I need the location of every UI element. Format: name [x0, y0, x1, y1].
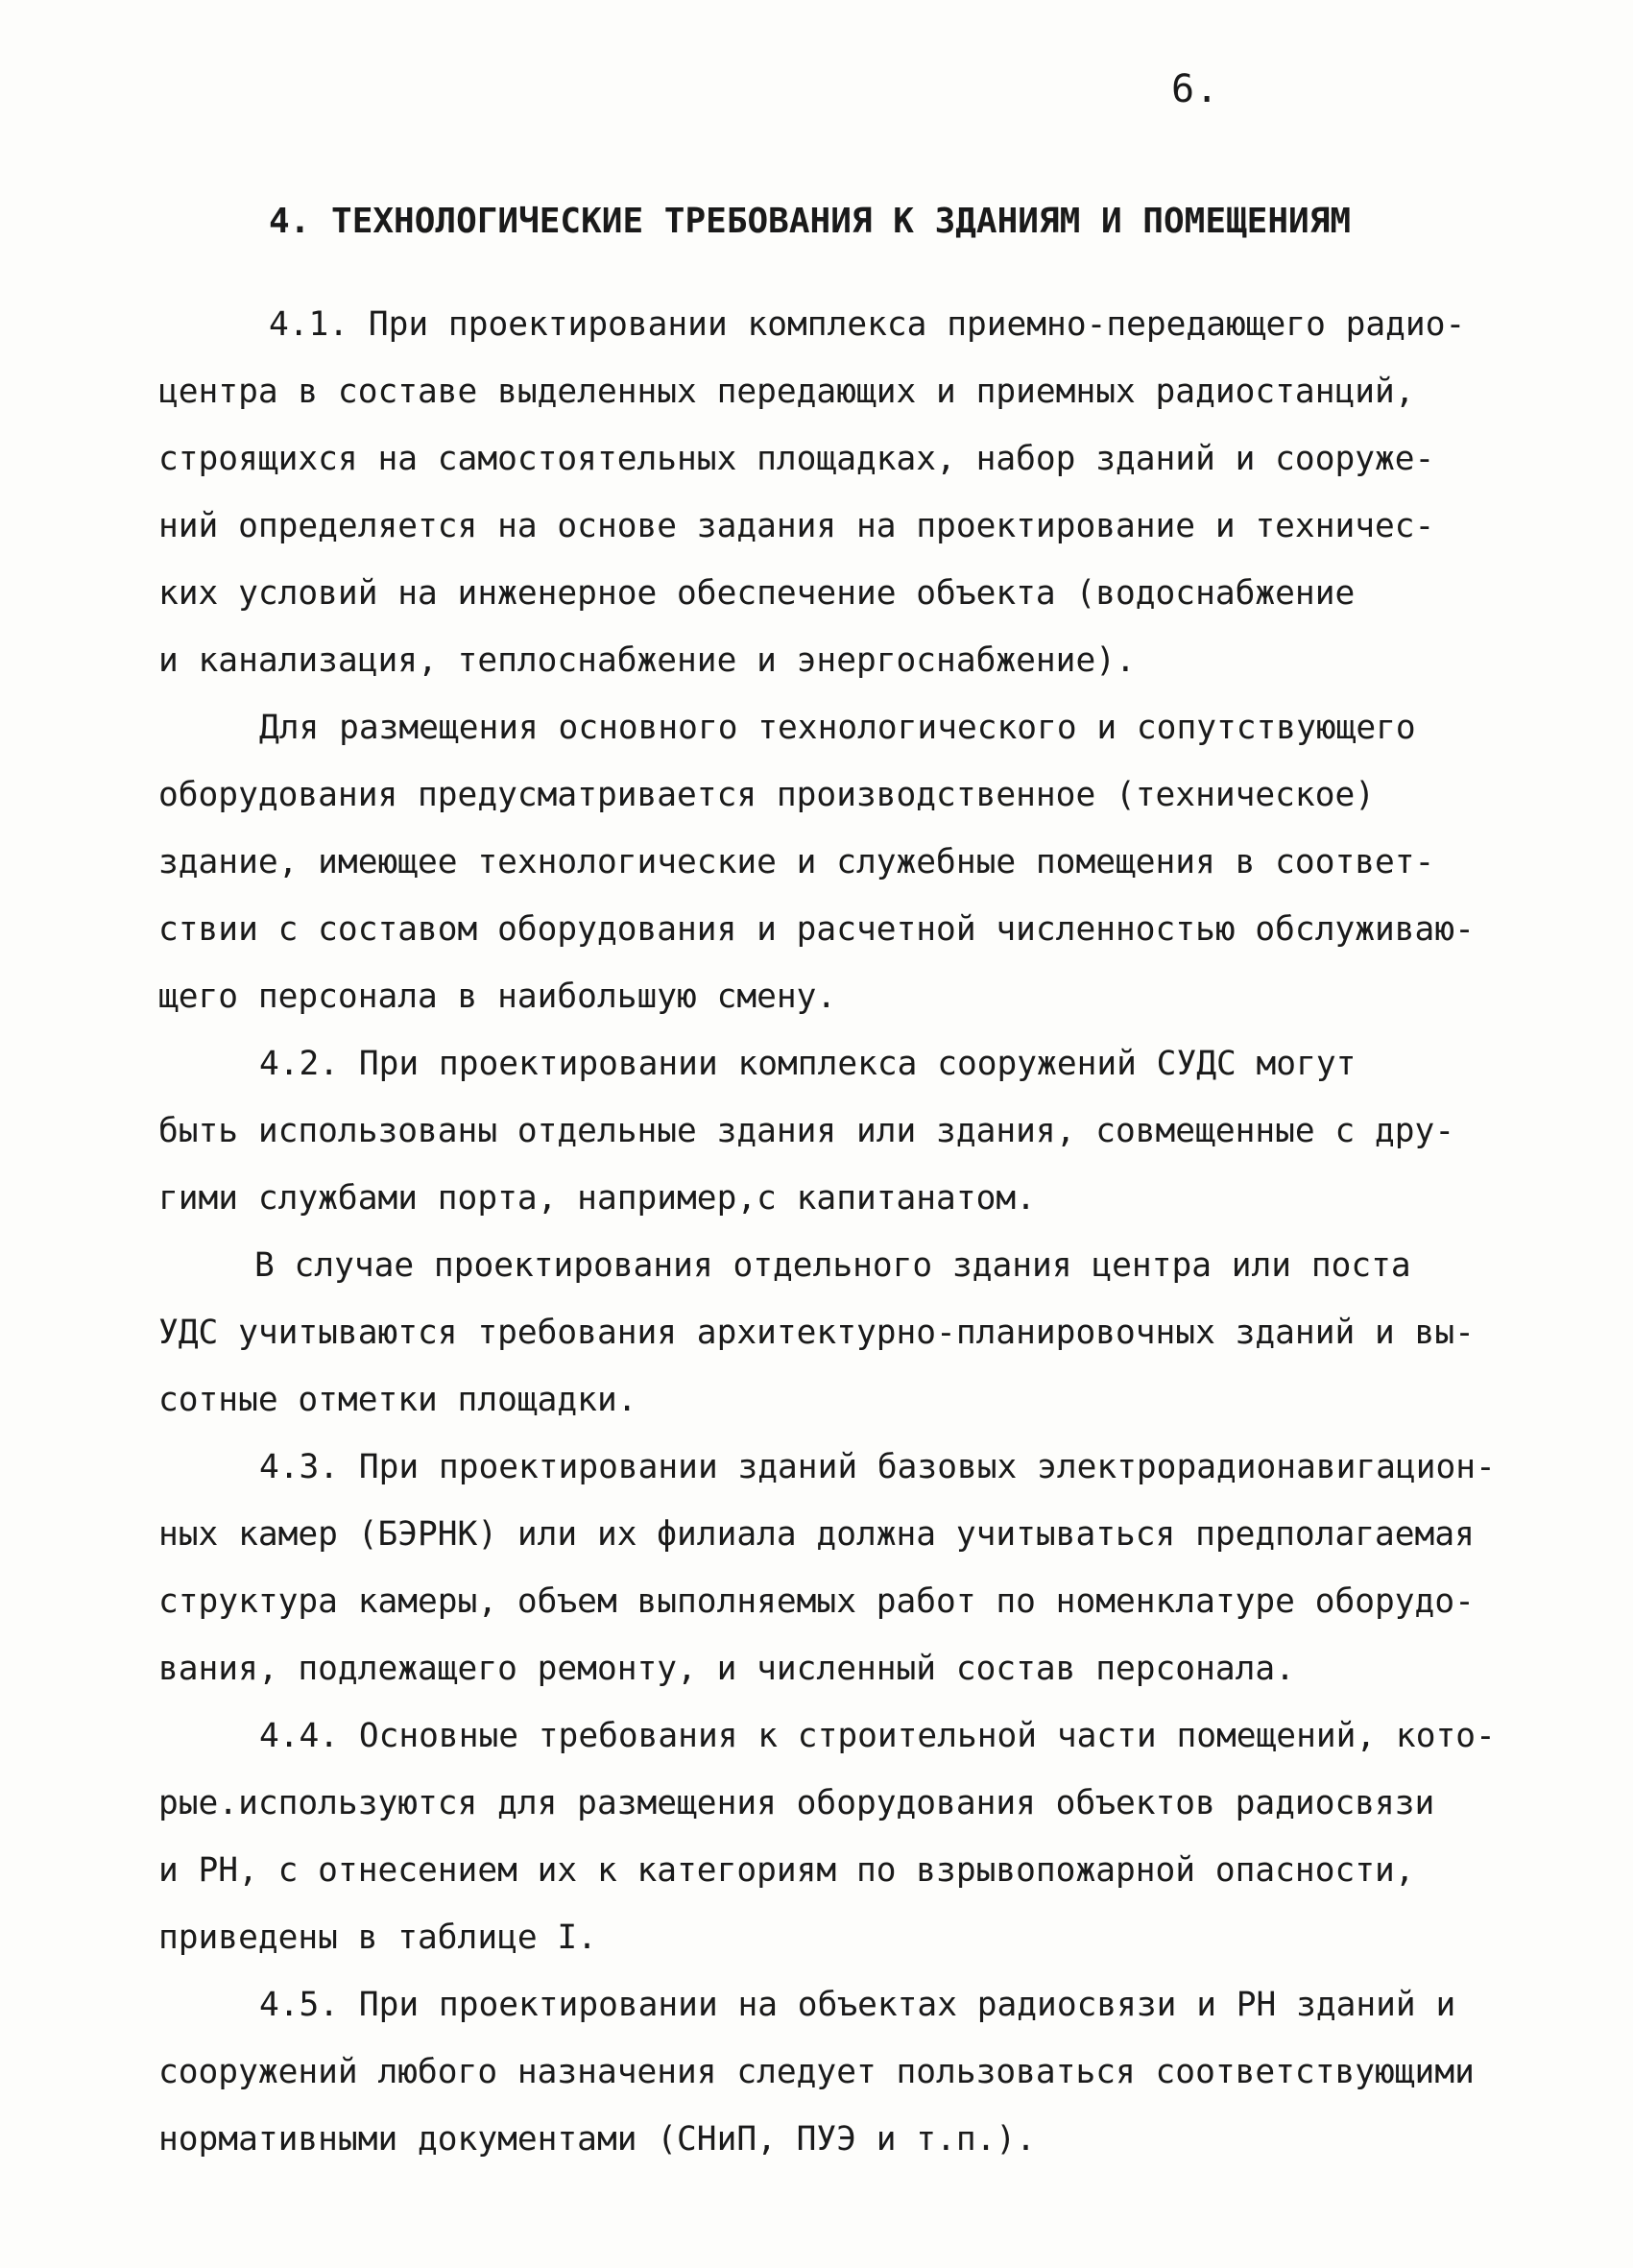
text-line: сотные отметки площадки.: [158, 1381, 637, 1419]
text-line: рые.используются для размещения оборудования объектов радиосвязи: [158, 1784, 1435, 1822]
text-line: В случае проектирования отдельного здания центра или поста: [254, 1246, 1411, 1285]
text-line: Для размещения основного технологического и сопутствующего: [259, 709, 1416, 747]
text-line: 4.3. При проектировании зданий базовых электрорадионавигацион-: [259, 1448, 1496, 1486]
text-line: центра в составе выделенных передающих и приемных радиостанций,: [158, 373, 1415, 411]
text-line: ний определяется на основе задания на проектирование и техничес-: [158, 507, 1435, 545]
text-line: быть использованы отдельные здания или здания, совмещенные с дру-: [158, 1112, 1455, 1150]
text-line: ствии с составом оборудования и расчетной численностью обслуживаю-: [158, 910, 1475, 949]
text-line: и РН, с отнесением их к категориям по взрывопожарной опасности,: [158, 1851, 1415, 1890]
text-line: и канализация, теплоснабжение и энергоснабжение).: [158, 641, 1136, 680]
text-line: приведены в таблице I.: [158, 1918, 597, 1957]
text-line: структура камеры, объем выполняемых работ по номенклатуре оборудо-: [158, 1582, 1475, 1621]
text-line: здание, имеющее технологические и служебные помещения в соответ-: [158, 843, 1435, 881]
text-line: щего персонала в наибольшую смену.: [158, 977, 837, 1016]
text-line: оборудования предусматривается производственное (техническое): [158, 776, 1376, 814]
text-line: УДС учитываются требования архитектурно-планировочных зданий и вы-: [158, 1314, 1475, 1352]
text-line: вания, подлежащего ремонту, и численный состав персонала.: [158, 1650, 1295, 1688]
text-line: гими службами порта, например,с капитанатом.: [158, 1179, 1036, 1218]
text-line: 4.5. При проектировании на объектах радиосвязи и РН зданий и: [259, 1986, 1456, 2024]
text-line: нормативными документами (СНиП, ПУЭ и т.п.).: [158, 2120, 1036, 2159]
text-line: сооружений любого назначения следует пользоваться соответствующими: [158, 2053, 1475, 2091]
section-title: 4. ТЕХНОЛОГИЧЕСКИЕ ТРЕБОВАНИЯ К ЗДАНИЯМ И ПОМЕЩЕНИЯМ: [269, 202, 1352, 241]
text-line: строящихся на самостоятельных площадках, набор зданий и сооруже-: [158, 440, 1435, 478]
text-line: 4.4. Основные требования к строительной части помещений, кото-: [259, 1717, 1496, 1755]
page-number: 6.: [1171, 67, 1220, 111]
text-line: 4.1. При проектировании комплекса приемно-передающего радио-: [269, 305, 1466, 344]
text-line: ных камер (БЭРНК) или их филиала должна учитываться предполагаемая: [158, 1515, 1475, 1554]
text-line: 4.2. При проектировании комплекса сооружений СУДС могут: [259, 1045, 1357, 1083]
text-line: ких условий на инженерное обеспечение объекта (водоснабжение: [158, 574, 1356, 613]
